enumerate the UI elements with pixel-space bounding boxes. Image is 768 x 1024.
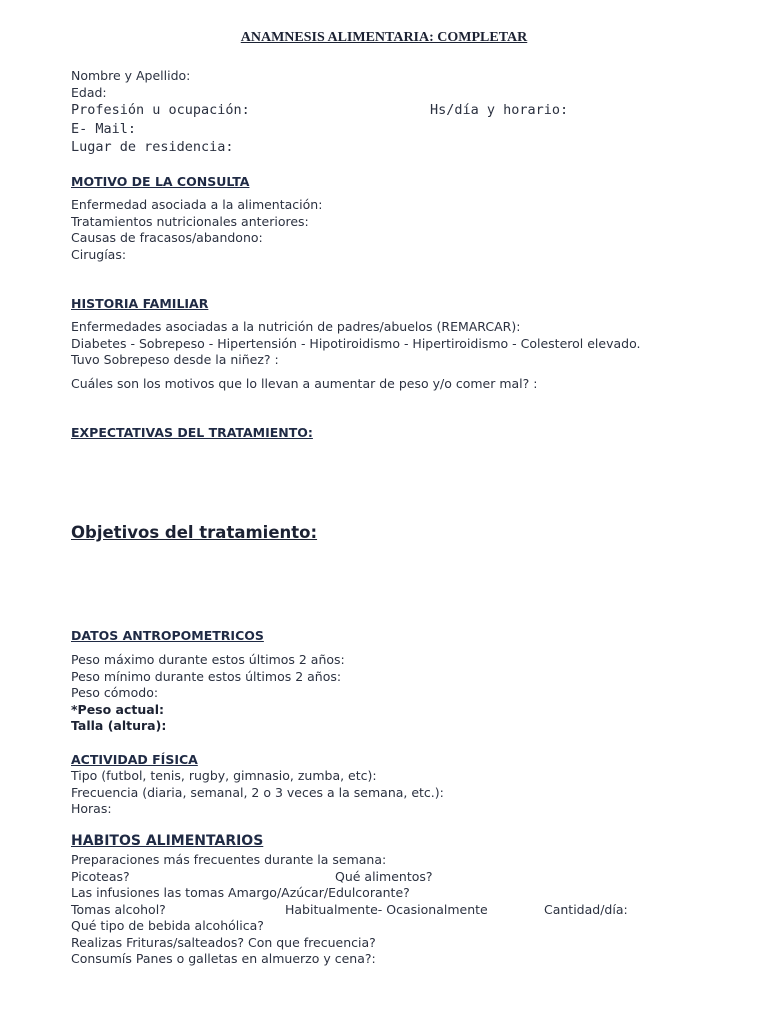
personal-data-section [71,68,751,157]
motivo-line: Enfermedad asociada a la alimentación: [71,197,323,212]
peso-line: Peso máximo durante estos últimos 2 años: [71,652,345,667]
preparaciones-line: Preparaciones más frecuentes durante la semana: [71,852,387,867]
actividad-line: Horas: [71,801,112,816]
cantidad-label: Cantidad/día: [544,901,628,917]
horario-label: Hs/día y horario: [430,102,569,118]
email-label: E- Mail: [71,120,137,137]
historia-line: Enfermedades asociadas a la nutrición de padres/abuelos (REMARCAR): [71,319,521,334]
historia-line: Diabetes - Sobrepeso - Hipertensión - Hipotiroidismo - Hipertiroidismo - Colesterol elevado. [71,335,641,351]
motivo-line: Cirugías: [71,246,127,262]
motivo-line: Tratamientos nutricionales anteriores: [71,213,309,229]
edad-label: Edad: [71,84,107,100]
picoteas-label: Picoteas? [71,868,130,884]
historia-line: Tuvo Sobrepeso desde la niñez? : [71,352,279,367]
motivos-line: Cuáles son los motivos que lo llevan a aumentar de peso y/o comer mal? : [71,376,538,391]
panes-line: Consumís Panes o galletas en almuerzo y cena?: [71,951,376,966]
antropometricos-section [71,652,751,735]
actividad-heading: ACTIVIDAD FÍSICA [71,752,198,767]
alcohol-label: Tomas alcohol? [71,901,166,917]
peso-line: Peso cómodo: [71,685,159,700]
habitos-heading: HABITOS ALIMENTARIOS [71,833,264,849]
motivos-question [71,376,751,393]
actividad-section [71,768,751,818]
tipo-bebida-line: Qué tipo de bebida alcohólica? [71,918,264,933]
alcohol-row [71,902,751,919]
habitos-section [71,852,751,968]
expectativas-heading: EXPECTATIVAS DEL TRATAMIENTO: [71,425,313,440]
talla-label: Talla (altura): [71,718,167,733]
peso-line: Peso mínimo durante estos últimos 2 años: [71,668,342,684]
motivo-line: Causas de fracasos/abandono: [71,230,263,245]
motivo-heading: MOTIVO DE LA CONSULTA [71,174,250,189]
actividad-line: Tipo (futbol, tenis, rugby, gimnasio, zumba, etc): [71,768,377,783]
picoteas-row [71,869,751,886]
actividad-line: Frecuencia (diaria, semanal, 2 o 3 veces a la semana, etc.): [71,784,444,800]
frituras-line: Realizas Frituras/salteados? Con que frecuencia? [71,934,376,950]
historia-heading: HISTORIA FAMILIAR [71,296,209,311]
infusiones-line: Las infusiones las tomas Amargo/Azúcar/Edulcorante? [71,885,410,900]
nombre-label: Nombre y Apellido: [71,68,191,83]
profesion-label: Profesión u ocupación: [71,102,250,118]
historia-section [71,319,751,369]
motivo-section [71,197,751,263]
antropometricos-heading: DATOS ANTROPOMETRICOS [71,628,264,643]
profesion-row [71,101,751,120]
que-alimentos-label: Qué alimentos? [335,868,433,884]
objetivos-heading: Objetivos del tratamiento: [71,523,318,542]
peso-actual-label: *Peso actual: [71,701,164,717]
alcohol-frecuencia-label: Habitualmente- Ocasionalmente [285,901,488,917]
document-title: ANAMNESIS ALIMENTARIA: COMPLETAR [240,30,528,45]
residencia-label: Lugar de residencia: [71,139,234,155]
